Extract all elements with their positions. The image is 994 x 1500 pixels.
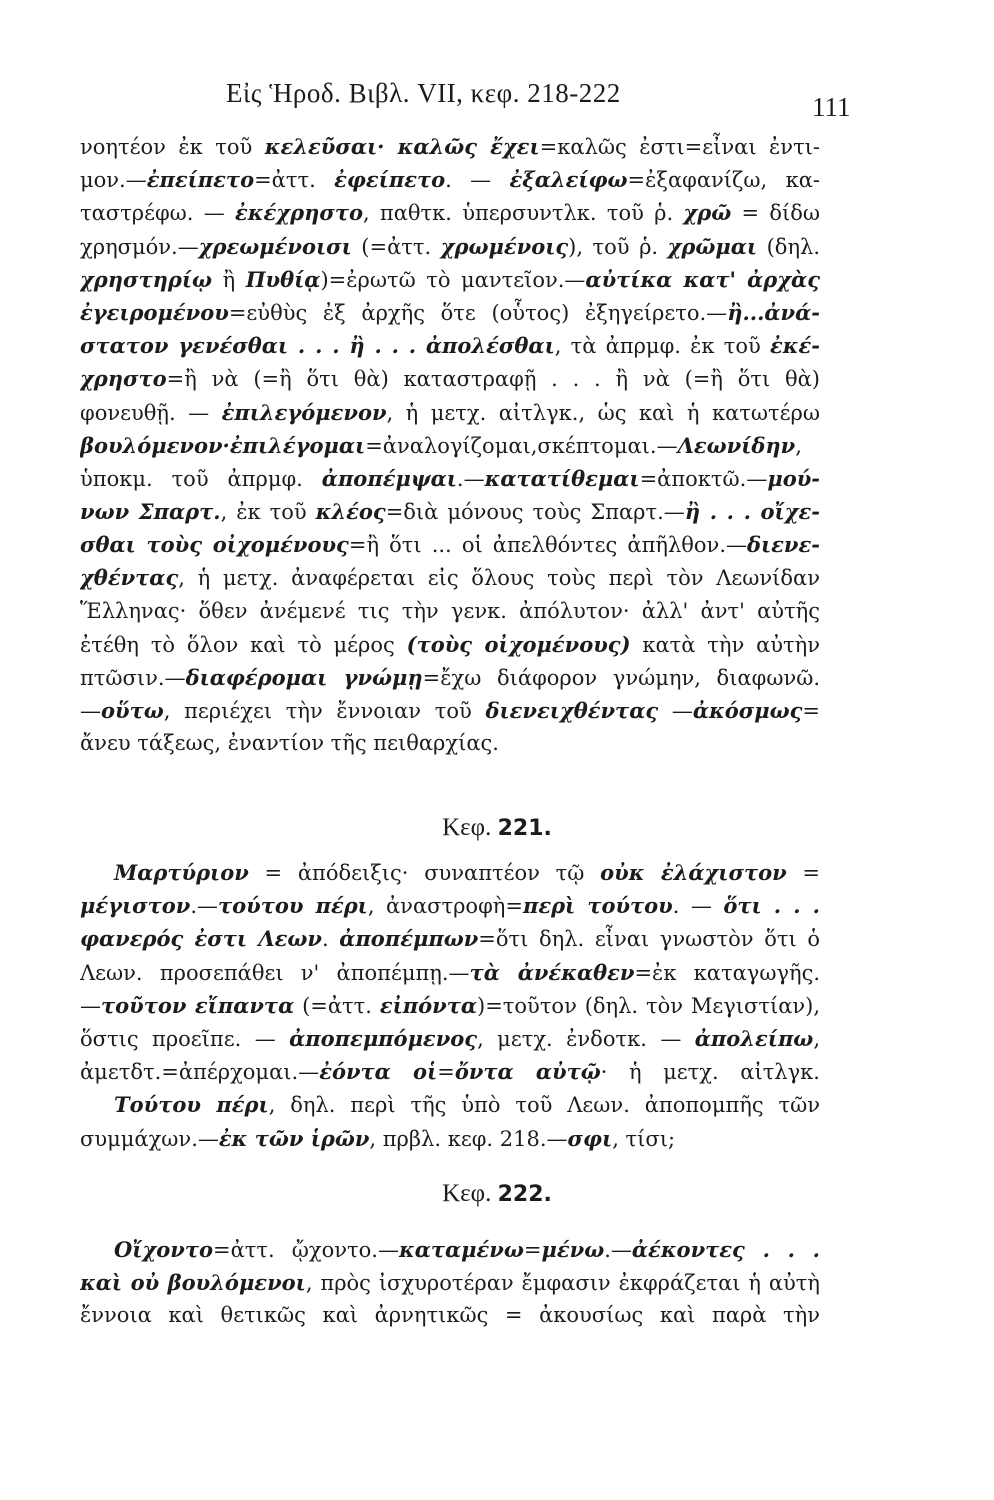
gloss-text: .— <box>604 1238 632 1262</box>
gloss-text: ἄνευ τάξεως, ἐναντίον τῆς πειθαρχίας. <box>80 731 499 756</box>
lemma: οὐκ ἐλάχιστον <box>600 860 787 885</box>
text-line <box>80 922 820 955</box>
gloss-text: = ἀπόδειξις· συναπτέον τῷ <box>248 861 601 885</box>
lemma: τούτου πέρι <box>218 893 368 919</box>
gloss-text: ἀμετδτ.=ἀπέρχομαι.— <box>80 1060 320 1085</box>
text-line <box>80 130 820 163</box>
text-line <box>80 362 820 395</box>
gloss-text: = δίδω <box>731 201 820 226</box>
lemma: διενε- <box>747 532 820 558</box>
lemma: μένω <box>541 1237 605 1262</box>
text-line <box>80 1266 820 1299</box>
gloss-text: — <box>80 699 101 724</box>
commentary-block-220 <box>80 130 820 761</box>
text-line <box>80 1088 820 1121</box>
gloss-text: =διὰ μόνους τοὺς Σπαρτ.— <box>385 500 685 525</box>
section-heading-221 <box>0 814 994 842</box>
lemma: ἀποπεμπόμενος <box>289 1025 478 1051</box>
lemma: ἐγειρομένου <box>80 299 229 325</box>
gloss-text: = <box>802 699 820 724</box>
lemma: ἀποπέμπων <box>339 926 479 952</box>
lemma: κλέος <box>315 499 386 525</box>
lemma: περὶ τούτου <box>522 893 673 919</box>
commentary-block-222 <box>80 1233 820 1333</box>
gloss-text: νοητέον ἐκ τοῦ <box>80 135 265 159</box>
gloss-text: κατὰ τὴν αὐτὴν <box>630 632 820 657</box>
gloss-text: . — <box>445 168 510 193</box>
gloss-text: , μετχ. ἐνδοτκ. — <box>477 1026 695 1051</box>
text-line <box>80 628 820 661</box>
gloss-text: (δηλ. <box>757 234 820 259</box>
lemma: ὅτι . . . <box>723 893 820 919</box>
gloss-text: =ἀττ. ᾤχοντο.— <box>212 1238 399 1262</box>
text-line <box>80 462 820 495</box>
text-line <box>80 856 820 889</box>
lemma: μέγιστον <box>80 893 191 919</box>
gloss-text: =ἔχω διάφορον γνώμην, διαφωνῶ. <box>422 666 820 690</box>
gloss-text: =εὐθὺς ἐξ ἀρχῆς ὅτε (οὗτος) ἐξηγείρετο.— <box>228 300 728 325</box>
gloss-text: , ἡ μετχ. αἰτλγκ., ὡς καὶ ἡ κατωτέρω <box>386 400 820 425</box>
lemma: διαφέρομαι γνώμῃ <box>185 665 423 690</box>
gloss-text: = <box>786 861 820 885</box>
text-line <box>80 1055 820 1088</box>
section-number: 221. <box>497 816 552 841</box>
text-line <box>80 1122 820 1155</box>
lemma: Λεωνίδην <box>677 432 796 458</box>
lemma: Πυθίᾳ <box>245 266 321 292</box>
section-label: Κεφ. <box>442 814 492 841</box>
gloss-text: μον.— <box>80 168 147 193</box>
lemma: χρηστηρίῳ <box>80 266 213 292</box>
text-line <box>80 595 820 628</box>
text-line <box>80 956 820 989</box>
text-line <box>80 163 820 196</box>
lemma: σφι <box>567 1125 613 1151</box>
lemma: διενειχθέντας <box>485 698 659 724</box>
gloss-text: =ἀποκτῶ.— <box>639 466 768 491</box>
lemma: ἀέκοντες . . . <box>631 1237 820 1262</box>
gloss-text: · ἡ μετχ. αἰτλγκ. <box>600 1060 820 1085</box>
lemma: χρῶμαι <box>667 233 758 259</box>
gloss-text: Ἕλληνας· ὅθεν ἀνέμενέ τις τὴν γενκ. ἀπόλυτον· ἀλλ' ἀντ' αὐτῆς <box>80 598 820 623</box>
gloss-text: , ἐκ τοῦ <box>220 500 316 525</box>
gloss-text: , τὰ ἀπρμφ. ἐκ τοῦ <box>554 334 770 359</box>
gloss-text: , <box>795 433 802 458</box>
text-line <box>80 296 820 329</box>
gloss-text: , περιέχει τὴν ἔννοιαν τοῦ <box>163 699 486 724</box>
lemma: μού- <box>767 465 820 491</box>
gloss-text: — <box>658 699 693 724</box>
lemma: αὐτίκα κατ' ἀρχὰς <box>585 266 820 292</box>
running-head: Εἰς Ἡροδ. Βιβλ. VII, κεφ. 218-222 <box>226 78 621 108</box>
text-line <box>80 727 820 760</box>
gloss-text: Λεων. προσεπάθει ν' ἀποπέμπῃ.— <box>80 960 470 985</box>
text-line <box>80 429 820 462</box>
gloss-text: χρησμόν.— <box>80 234 199 259</box>
gloss-text: =ἢ ὅτι ... οἱ ἀπελθόντες ἀπῆλθον.— <box>348 533 747 558</box>
text-line <box>80 1022 820 1055</box>
lemma: ἐκέχρηστο <box>235 200 363 226</box>
lemma: χρωμένοις <box>440 233 569 259</box>
lemma: νων Σπαρτ. <box>80 499 221 525</box>
lemma: ἐξαλείφω <box>509 167 628 193</box>
text-line <box>80 561 820 594</box>
lemma: ἢ...ἀνά- <box>727 299 820 325</box>
gloss-text: ἐτέθη τὸ ὅλον καὶ τὸ μέρος <box>80 632 407 657</box>
gloss-text: ἔννοια καὶ θετικῶς καὶ ἀρνητικῶς = ἀκουσίως καὶ παρὰ τὴν <box>80 1303 820 1328</box>
lemma: ἐφείπετο <box>334 167 446 193</box>
lemma: καταμένω <box>398 1237 524 1262</box>
gloss-text: .— <box>190 894 219 919</box>
lemma: ἐπιλεγόμενον <box>221 399 387 425</box>
gloss-text: (=ἀττ. <box>294 993 380 1018</box>
lemma: ἀπολείπω <box>694 1025 814 1051</box>
lemma: ἐκ τῶν ἱρῶν <box>218 1125 370 1151</box>
lemma: χρεωμένοισι <box>198 233 352 259</box>
text-line <box>80 196 820 229</box>
text-line <box>80 661 820 694</box>
lemma: ἐόντα οἱ <box>319 1059 438 1085</box>
lemma: σθαι τοὺς οἰχομένους <box>80 532 349 558</box>
lemma: ὄντα αὐτῷ <box>454 1059 601 1085</box>
gloss-text: =ἀναλογίζομαι,σκέπτομαι.— <box>365 433 678 458</box>
lemma: ἀποπέμψαι <box>321 465 457 491</box>
gloss-text: =ἀττ. <box>254 168 335 193</box>
text-line <box>80 889 820 922</box>
text-line <box>80 528 820 561</box>
gloss-text: . <box>321 927 340 952</box>
lemma: χρῶ <box>683 200 732 226</box>
gloss-text: =ἢ νὰ (=ἢ ὅτι θὰ) καταστραφῇ . . . ἢ νὰ (=ἢ ὅτι θὰ) <box>166 367 820 392</box>
gloss-text: ταστρέφω. — <box>80 201 236 226</box>
lemma: ἀκόσμως <box>692 698 803 724</box>
gloss-text: , πρὸς ἰσχυροτέραν ἔμφασιν ἐκφράζεται ἡ αὐτὴ <box>305 1271 820 1296</box>
gloss-text: συμμάχων.— <box>80 1126 219 1151</box>
lemma: χθέντας <box>80 565 179 591</box>
gloss-text: , ἡ μετχ. ἀναφέρεται εἰς ὅλους τοὺς περὶ τὸν Λεωνίδαν <box>178 566 820 591</box>
gloss-text: = <box>437 1060 455 1085</box>
gloss-text: . — <box>672 894 724 919</box>
lemma: στατον γενέσθαι . . . ἢ . . . ἀπολέσθαι <box>80 333 555 359</box>
lemma: οὕτω <box>101 698 164 724</box>
gloss-text: ἢ <box>212 267 246 292</box>
text-line <box>80 1299 820 1332</box>
page-header <box>0 78 994 122</box>
lemma: ἐκέ- <box>769 333 820 359</box>
gloss-text: = <box>523 1238 542 1262</box>
text-line <box>80 263 820 296</box>
gloss-text: πτῶσιν.— <box>80 666 186 690</box>
gloss-text: , <box>813 1026 820 1051</box>
gloss-text: )=ἐρωτῶ τὸ μαντεῖον.— <box>320 267 586 292</box>
text-line <box>80 396 820 429</box>
gloss-text: =ὅτι δηλ. εἶναι γνωστὸν ὅτι ὁ <box>478 927 820 952</box>
gloss-text: ὅστις προεῖπε. — <box>80 1026 290 1051</box>
gloss-text: , δηλ. περὶ τῆς ὑπὸ τοῦ Λεων. ἀποπομπῆς τῶν <box>268 1093 820 1118</box>
lemma: εἰπόντα <box>379 992 477 1018</box>
lemma: καὶ οὐ βουλόμενοι <box>80 1270 306 1296</box>
gloss-text: ), τοῦ ῥ. <box>568 234 668 259</box>
lemma: ἢ . . . οἴχε- <box>684 499 820 525</box>
gloss-text: .— <box>456 466 485 491</box>
text-line <box>80 495 820 528</box>
text-line <box>80 989 820 1022</box>
gloss-text: (=ἀττ. <box>351 234 441 259</box>
section-heading-222 <box>0 1180 994 1208</box>
lemma: τὰ ἀνέκαθεν <box>469 959 635 985</box>
gloss-text: ὑποκμ. τοῦ ἀπρμφ. <box>80 466 322 491</box>
text-line <box>80 1233 820 1266</box>
lemma: Μαρτύριον <box>114 860 249 885</box>
commentary-block-221 <box>80 856 820 1155</box>
lemma: φανερός ἐστι Λεων <box>80 926 322 952</box>
lemma: κελεῦσαι· καλῶς ἔχει <box>264 134 540 159</box>
lemma: τοῦτον εἴπαντα <box>101 992 295 1018</box>
lemma: βουλόμενον·ἐπιλέγομαι <box>80 432 366 458</box>
section-number: 222. <box>497 1182 552 1207</box>
gloss-text: φονευθῇ. — <box>80 400 222 425</box>
gloss-text: , ἀναστροφὴ= <box>367 894 523 919</box>
lemma: ἐπείπετο <box>146 167 255 193</box>
page-number: 111 <box>812 92 851 122</box>
lemma: κατατίθεμαι <box>484 465 640 491</box>
gloss-text: — <box>80 993 101 1018</box>
gloss-text: =ἐξαφανίζω, κα- <box>627 168 820 193</box>
lemma: (τοὺς οἰχομένους) <box>406 631 631 657</box>
gloss-text: , πρβλ. κεφ. 218.— <box>369 1126 568 1151</box>
lemma: χρηστο <box>80 366 167 392</box>
text-line <box>80 230 820 263</box>
gloss-text: =καλῶς ἐστι=εἶναι ἐντι- <box>539 135 820 159</box>
text-line <box>80 694 820 727</box>
text-line <box>80 329 820 362</box>
lemma: Τούτου πέρι <box>114 1092 269 1118</box>
section-label: Κεφ. <box>442 1180 492 1207</box>
gloss-text: )=τοῦτον (δηλ. τὸν Μεγιστίαν), <box>477 993 820 1018</box>
lemma: Οἴχοντο <box>114 1237 213 1262</box>
gloss-text: , τίσι; <box>612 1126 676 1151</box>
gloss-text: , παθτκ. ὑπερσυντλκ. τοῦ ῥ. <box>362 201 684 226</box>
gloss-text: =ἐκ καταγωγῆς. <box>634 960 820 985</box>
